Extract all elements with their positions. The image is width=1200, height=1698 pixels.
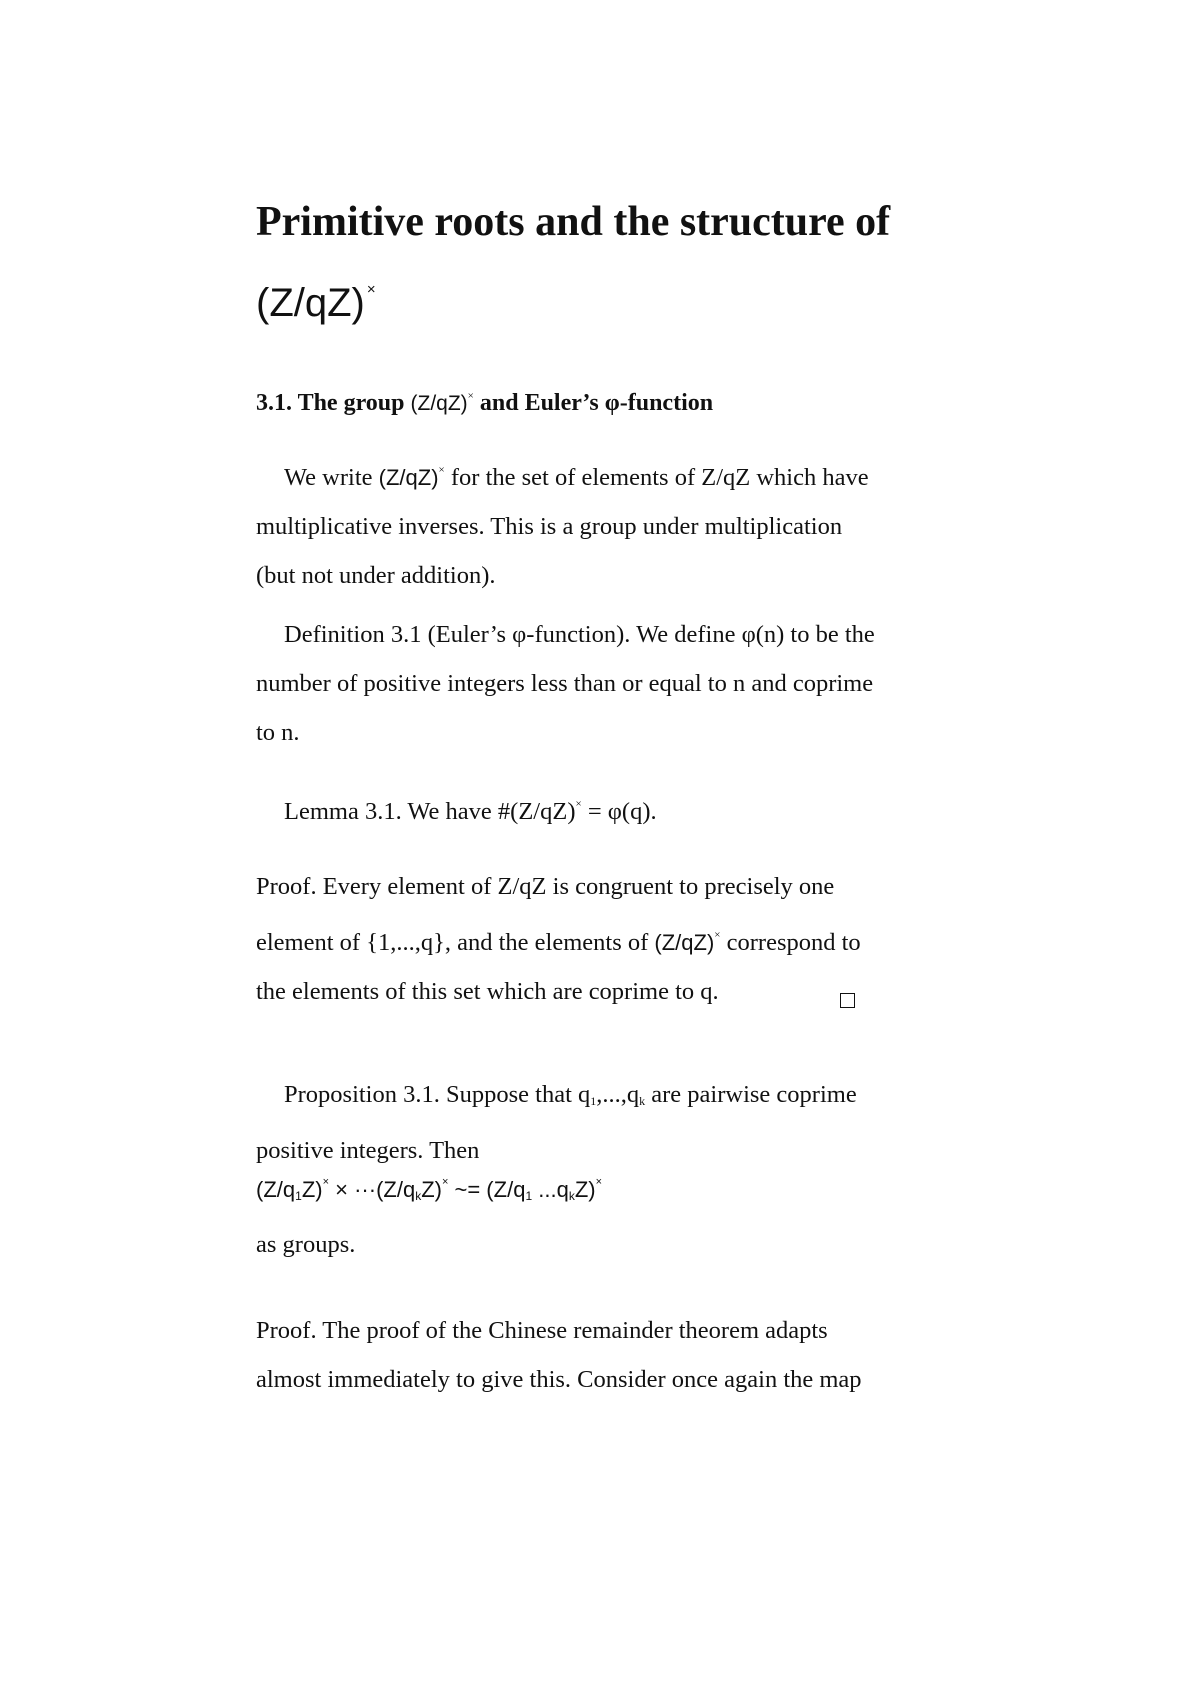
page-title-group: (Z/qZ) × (256, 281, 376, 325)
lemma-block: Lemma 3.1. We have #(Z/qZ)× = φ(q). (284, 798, 657, 825)
definition-block: Definition 3.1 (Euler’s φ-function). We define φ(n) to be the number of positive integers less than or equal to n and coprime to n. (256, 621, 875, 746)
section-heading: 3.1. The group (Z/qZ)× and Euler’s φ-function (256, 390, 714, 416)
as-groups-text: as groups. (256, 1231, 356, 1258)
proposition-block: Proposition 3.1. Suppose that $q_1,...,q_k$ are pairwise coprime positive integers. Then (256, 1081, 857, 1164)
intro-paragraph: We write (Z/qZ)× for the set of elements of Z/qZ which have multiplicative inverses. This is a group under multiplication (but not under addition). (256, 464, 869, 589)
second-proof-block: Proof. The proof of the Chinese remainder theorem adapts almost immediately to give this. Consider once again the map (256, 1317, 862, 1393)
isomorphism-formula: $(Z/q_1Z)^\times \times \cdot\cdot\cdot(Z/q_kZ)^\times$ ~= ($Z/q_1$ $...q_kZ)^\times$ (256, 1176, 603, 1203)
qed-box-icon (840, 993, 855, 1008)
proof-block: Proof. Every element of Z/qZ is congruent to precisely one element of {1,...,q}, and the elements of (Z/qZ)× correspond to the elements of this set which are coprime to q. (256, 873, 861, 1005)
page-title: Primitive roots and the structure of (256, 199, 891, 245)
